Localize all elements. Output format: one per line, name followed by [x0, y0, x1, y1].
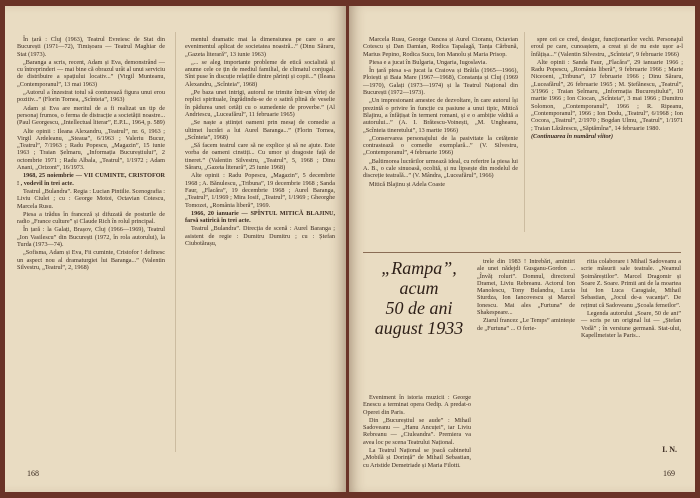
right-page-column-2	[531, 36, 683, 246]
page-number: 169	[663, 469, 675, 478]
inset-column-a	[363, 394, 471, 469]
section-heading: 1966, 20 ianuarie — SPÎNTUL MITICĂ BLAJINU, farsă satirică în trei acte.	[185, 209, 335, 225]
left-page-column-2	[185, 36, 335, 456]
inset-title-line: „Rampa”,	[381, 258, 457, 278]
paragraph: „Să facem teatrul care să ne explice și să ne ajute. Este vorba de oameni cinstiți... Cu umor și dragoste față de tineret.” (Valentin Silvestru, „Teatrul”, 5, 1968 ; Dinu Săraru, „Gazeta literară”, 25 iunie 1968)	[185, 142, 335, 172]
paragraph: Adam și Eva are meritul de a fi realizat un tip de personaj frumos, o ferma de distracție a societății noastre... (Paul Georgescu, „Intellectual literar”, E.P.L., 1964, p. 589)	[17, 104, 165, 127]
paragraph: Legenda autorului „Soare, 50 de ani” — scris pe un original lui — „Ștefan Vodă” ; în versiune germană. Stat-ului, Kapellmeister la Paris...	[581, 310, 681, 339]
inset-column-b	[477, 258, 575, 468]
paragraph: „Autorul a înzestrat totul să conturează figura unui erou pozitiv...” (Florin Tornea, „Scînteia”, 1963)	[17, 89, 165, 104]
paragraph: mentul dramatic mai la dimensiunea pe care o are evenimentul aplicat de societatea noastră...” (Dinu Săraru, „Gazeta literară”, 13 iunie 1963)	[185, 36, 335, 58]
right-page	[349, 6, 695, 492]
paragraph: Din „Bucureștiul se aude” : Mihail Sadoveanu — „Hanu Ancuței”, iar Liviu Rebreanu — „Ciuleandra”. Premiera va avea loc pe scena Teatrului Național.	[363, 416, 471, 446]
paragraph: În țară : la Galați, Brașov, Cluj (1966—1969), Teatrul „Ion Vasilescu” din București (1972, în rola autorului), la Turda (1973—74).	[17, 226, 165, 249]
section-heading: 1968, 25 noiembrie — VII CUMINTE, CRISTOFOR ! , vodevil în trei acte.	[17, 172, 165, 187]
paragraph: „Se naște a științei oameni prin mesaj de comedie a ultimei lucrări a lui Aurel Baranga...” (Florin Tornea, „Scînteia”, 1968)	[185, 119, 335, 141]
paragraph: ritia colaborare i Mihail Sadoveanu a scrie măsurii sale teatrale. „Neamul Șoimăreștilor”. Marcel Dragomir și Soare Z. Soare. Primii ani de la moartea lui Ion Luca Caragiale, Mihail Sebastian, „Jocul de-a vacanța”. De reținut că Sadoveanu „Școala femeilor”.	[581, 258, 681, 309]
paragraph: „... se aleg importante probleme de etică socialistă și anume cele ce țin de mediul familial, de climatul conjugal. Sînt puse în discuție relațiile dintre părinți și copii...” (Ileana Alexandru, „Scînteia”, 1968)	[185, 58, 335, 88]
left-page-column-1	[17, 36, 165, 456]
inset-title-line: august 1933	[374, 318, 464, 338]
paragraph: La Teatrul Național se joacă cabinetul „Mobilă și Dorință” de Mihail Sebastian, cu Aristide Demetriade și Maria Filotti.	[363, 447, 471, 469]
paragraph: Teatrul „Bulandra”. Direcția de scenă : Aurel Baranga ; asistent de regie : Dumitru Dumitru ; cu : Ștefan Ciubotărașu,	[185, 225, 335, 248]
column-divider	[524, 32, 525, 232]
signature: I. N.	[662, 445, 677, 454]
inset-column-c	[581, 258, 681, 448]
paragraph: spre cei ce cred, desigur, funcționarilor vechi. Personajul eroul pe care, cunoaștem, a creat și de nu este ușor a-l înfățișa...” (Valentin Silvestru, „Scînteia”, 9 februarie 1966)	[531, 36, 683, 58]
inset-title-line: acum	[399, 278, 439, 298]
paragraph: „Conservarea personajului de la pasivitate la cetățenie contrastează o comedie exemplară...” (V. Silvestru, „Contemporanul”, 4 februarie 1966)	[363, 134, 518, 157]
paragraph: Piesa a trădus în franceză și difuzată de posturile de radio „France culture” și Claude Rich în rolul principal.	[17, 210, 165, 226]
right-page-column-1	[363, 36, 518, 236]
page-number: 168	[27, 469, 39, 478]
paragraph: Ziarul francez „Le Temps” amintește de „Furtuna” ... O ferie-	[477, 317, 575, 332]
paragraph: Piesa e a jucat în Bulgaria, Ungaria, Iugoslavia.	[369, 58, 487, 66]
continuation-note: (Continuarea în numărul viitor)	[531, 132, 614, 140]
paragraph: Teatrul „Bulandra”. Regia : Lucian Pintilie. Scenografia : Liviu Ciulei ; cu : George Motoi, Octavian Cotescu, Marcela Rusu.	[17, 187, 166, 210]
paragraph: „Sofisma, Adam și Eva, Fii cuminte, Cristofor ! definesc un aspect nou al dramaturgiei lui Baranga...” (Valentin Silvestru, „Teatrul”, 2, 1968)	[17, 249, 165, 271]
paragraph: „Pe baza unei intrigi, autorul ne trimite într-un vîrtej de replici spirituale, îngrădindu-se de o satiră plină de veselie în pădurea unei cetăți cu o sumedenie de proverbe.” (Al Andriescu, „Luceafărul”, 11 februarie 1965)	[185, 89, 335, 118]
paragraph: Eveniment în istoria muzicii : George Enescu a terminat opera Oedip. A predat-o Operei din Paris.	[363, 394, 471, 416]
inset-top-rule	[363, 252, 681, 253]
paragraph: „Baltimorea lucrărilor urmează ideal, cu referire la piesa lui A. B., o cale sinuoasă, ocolită, și nu lipsește din modelul de discreție teatrală...” (V. Mândra, „Luceafărul”, 1966)	[363, 157, 518, 180]
paragraph: trele din 1983 ! Intrebări, amintiri ale unei nădejdi Gusganu-Gordon ... „Învăț roluri”. Domnul, directorul Dramei, Liviu Rebreanu. Actorul Ion Manolescu, Tony Bulandra, Lucia Sturdza, Ion Iancovescu și Marcel Ionescu. Mai ales „Furtuna” de Shakespeare...	[477, 258, 575, 317]
column-divider	[175, 32, 176, 452]
paragraph: Marcela Rusu, George Oancea și Aurel Cioranu, Octavian Cotescu și Dan Damian, Rodica Tapalagă, Tanța Cărbună, Marius Pepino, Rodica Sucu, Ion Manolu și Maria Prisop.	[363, 36, 518, 58]
paragraph: Mitică Blajinu și Adela Coaste	[369, 180, 445, 188]
inset-title-line: 50 de ani	[385, 298, 453, 318]
paragraph: „Un impresionant amestec de dezvoltare, în care autorul își prezintă o privire în funcție cu pasiune a unui tipic, Mitică Blajinu, a înfățișat în termeni romani, și e o ambiție vădită a autorului...” (A. I. Brătescu-Voinești, „M. Ungheanu, „Scînteia tineretului”, 13 martie 1966)	[363, 97, 518, 134]
paragraph: Alte opinii : Ileana Alexandru, „Teatrul”, nr. 6, 1963 ; Virgil Ardeleanu, „Steaua”, 6/1963 ; Valeriu Bucur, „Teatrul”, 7/1963 ; Radu Popescu, „Magazin”, 15 iunie 1963 ; Traian Șelmaru, „Informația Bucureștiului”, 2 octombrie 1971 ; Radu Albala, „Teatrul”, 1/1972 ; Adam Anani, „Orizont”, 16/1973.	[17, 127, 165, 172]
paragraph: Alte opinii : Sanda Faur, „Flacăra”, 29 ianuarie 1966 ; Radu Popescu, „România liberă”, 9 februarie 1966 ; Marie Niceoeni, „Tribuna”, 17 februarie 1966 ; Dinu Săraru, „Luceafărul”, 26 februarie 1965 ; M. Ștefănescu, „Teatrul”, 3/1966 ; Traian Șelmaru, „Informația Bucureștiului”, 10 martie 1966 ; Ion Ciocan, „Scînteia”, 3 mai 1966 ; Dumitru Solomon, „Contemporanul”, 1966 ; R. Ripeanu, „Contemporanul”, 1966 ; Ion Dodu, „Teatrul”, 6/1968 ; Ion Cocora, „Teatrul”, 2/1970 ; Bogdan Ulmu, „Teatrul”, 1/1971 ; Traian Lăzărescu, „Săptămîna”, 14 februarie 1980.	[531, 58, 683, 132]
left-page	[5, 6, 346, 492]
inset-title	[369, 258, 469, 378]
paragraph: „Baranga a scris, recent, Adam și Eva, demonstrând — cu întreprinderi — mai bine că obrazul urât al unui serviciu de distribuire a spațiului locativ...” (Virgil Munteanu, „Contemporanul”, 13 mai 1963)	[17, 58, 165, 88]
paragraph: În țară piesa s-a jucat la Craiova și Brăila (1965—1966), Ploiești și Baia Mare (1967—1968), Constanța și Cluj (1969—1970), Galați (1973—1974) și la Teatrul Național din București (1972—1973).	[363, 67, 518, 97]
paragraph: Alte opinii : Radu Popescu, „Magazin”, 5 decembrie 1968 ; A. Bănulescu, „Tribuna”, 19 decembrie 1968 ; Sanda Faur, „Flacăra”, 19 decembrie 1968 ; Aurel Baranga, „Teatrul”, 1/1969 ; Mira Iosif, „Teatrul”, 1/1969 ; Gheorghe Tomozei, „România liberă”, 1969.	[185, 172, 335, 209]
paragraph: În țară : Cluj (1963), Teatrul Evreiesc de Stat din București (1971—72), Timișoara — Teatrul Maghiar de Stat (1973).	[17, 36, 165, 58]
